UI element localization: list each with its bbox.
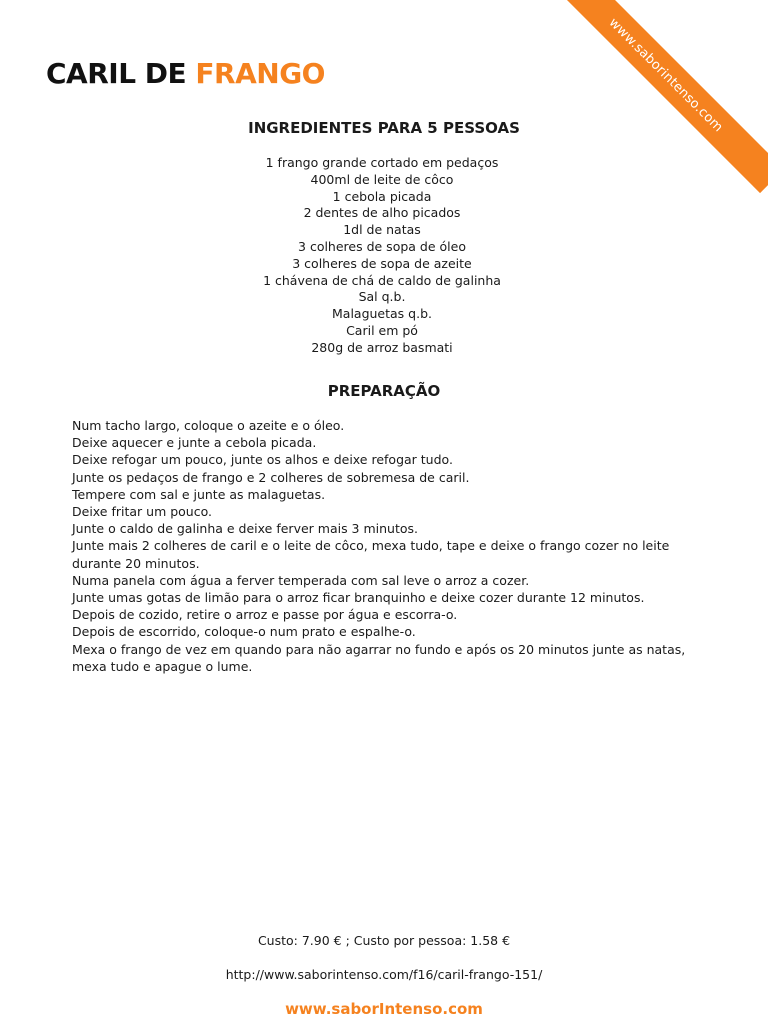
step-item: Deixe fritar um pouco. <box>72 504 213 520</box>
recipe-url-link[interactable]: http://www.saborintenso.com/f16/caril-frango-151/ <box>225 967 543 982</box>
ingredient-item: 1 cebola picada <box>332 188 432 204</box>
title-part-1: CARIL DE <box>46 57 187 90</box>
ingredient-item: Caril em pó <box>346 322 418 338</box>
step-item: Junte o caldo de galinha e deixe ferver mais 3 minutos. <box>72 521 419 537</box>
step-item: Depois de escorrido, coloque-o num prato e espalhe-o. <box>72 624 416 640</box>
ingredient-item: 3 colheres de sopa de óleo <box>298 238 466 254</box>
ingredient-item: Sal q.b. <box>358 289 406 305</box>
ingredient-item: 280g de arroz basmati <box>311 339 453 355</box>
step-item: Junte mais 2 colheres de caril e o leite de côco, mexa tudo, tape e deixe o frango cozer no leite durante 20 minutos. <box>72 538 670 571</box>
cost-line: Custo: 7.90 € ; Custo por pessoa: 1.58 € <box>257 933 511 948</box>
ingredients-heading: INGREDIENTES PARA 5 PESSOAS <box>248 119 520 137</box>
title-part-2: FRANGO <box>195 57 325 90</box>
ingredient-item: 1dl de natas <box>343 222 421 238</box>
step-item: Depois de cozido, retire o arroz e passe por água e escorra-o. <box>72 607 458 623</box>
ingredient-item: 1 frango grande cortado em pedaços <box>265 155 499 170</box>
ribbon-text: www.saborintenso.com <box>605 14 727 136</box>
ingredient-item: 400ml de leite de côco <box>310 171 454 187</box>
preparation-heading: PREPARAÇÃO <box>327 382 441 400</box>
preparation-steps <box>72 417 712 675</box>
step-item: Deixe aquecer e junte a cebola picada. <box>72 435 317 451</box>
step-item: Num tacho largo, coloque o azeite e o óleo. <box>72 418 345 433</box>
ingredient-item: 1 chávena de chá de caldo de galinha <box>263 272 501 288</box>
step-item: Numa panela com água a ferver temperada com sal leve o arroz a cozer. <box>72 572 530 588</box>
ingredient-item: 3 colheres de sopa de azeite <box>292 255 472 271</box>
step-item: Mexa o frango de vez em quando para não agarrar no fundo e após os 20 minutos junte as natas, mexa tudo e apague o lume. <box>72 641 686 674</box>
step-item: Junte os pedaços de frango e 2 colheres de sobremesa de caril. <box>72 469 470 485</box>
recipe-title <box>46 56 325 92</box>
ingredients-list <box>0 155 764 357</box>
step-item: Junte umas gotas de limão para o arroz ficar branquinho e deixe cozer durante 12 minutos. <box>72 590 645 606</box>
step-item: Deixe refogar um pouco, junte os alhos e deixe refogar tudo. <box>72 452 453 468</box>
site-link[interactable]: www.saborIntenso.com <box>285 1000 483 1018</box>
ingredient-item: Malaguetas q.b. <box>332 306 432 322</box>
ingredient-item: 2 dentes de alho picados <box>303 205 461 221</box>
step-item: Tempere com sal e junte as malaguetas. <box>72 486 326 502</box>
